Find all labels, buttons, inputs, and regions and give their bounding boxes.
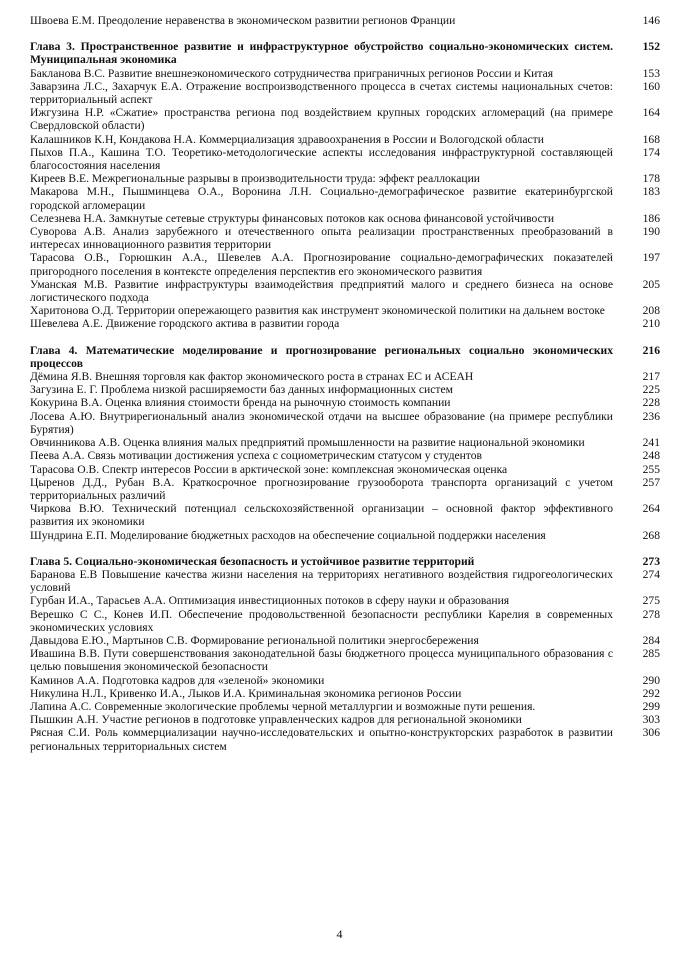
- entry-page-number: 273: [642, 554, 660, 568]
- entry-page-number: 197: [642, 251, 660, 265]
- entry-page-number: 190: [642, 225, 660, 239]
- toc-entry: [30, 608, 660, 634]
- toc-entry: [30, 304, 660, 317]
- toc-entry: [30, 185, 660, 211]
- entry-title: Уманская М.В. Развитие инфраструктуры взаимодействия предприятий малого и среднего бизнеса на основе логистического подхода: [30, 277, 613, 305]
- entry-title: Рясная С.И. Роль коммерциализации научно-исследовательских и опытно-конструкторских разработок в развитии региональных территориальных систем: [30, 726, 613, 753]
- chapter-title: Глава 3. Пространственное развитие и инфраструктурное обустройство социально-экономических систем. Муниципальная экономика: [30, 40, 613, 67]
- entry-page-number: 228: [642, 396, 660, 410]
- entry-title: Ижгузина Н.Р. «Сжатие» пространства региона под воздействием крупных городских агломераций (на примере Свердловской области): [30, 106, 613, 133]
- toc-entry: [30, 146, 660, 172]
- entry-title: Тарасова О.В. Спектр интересов России в арктической зоне: комплексная экономическая оценка: [30, 462, 508, 476]
- entry-title: Макарова М.Н., Пышминцева О.А., Воронина Л.Н. Социально-демографическое развитие екатеринбургской городской агломерации: [30, 185, 613, 212]
- entry-page-number: 285: [642, 647, 660, 661]
- toc-entry: [30, 106, 660, 132]
- entry-title: Гурбан И.А., Тарасьев А.А. Оптимизация инвестиционных потоков в сферу науки и образования: [30, 594, 510, 608]
- entry-page-number: 186: [642, 211, 660, 225]
- toc-entry: [30, 251, 660, 277]
- entry-title: Суворова А.В. Анализ зарубежного и отечественного опыта реализации пространственных преобразований в интересах инновационного развития территории: [30, 225, 613, 252]
- entry-page-number: 216: [642, 343, 660, 357]
- toc-entry: [30, 647, 660, 673]
- entry-page-number: 290: [642, 673, 660, 687]
- entry-title: Киреев В.Е. Межрегиональные разрывы в производительности труда: эффект реаллокации: [30, 172, 481, 186]
- toc-entry: [30, 396, 660, 409]
- entry-page-number: 292: [642, 686, 660, 700]
- entry-title: Цыренов Д.Д., Рубан В.А. Краткосрочное прогнозирование грузооборота транспорта организаций с учетом территориальных различий: [30, 475, 613, 502]
- entry-page-number: 178: [642, 172, 660, 186]
- toc-entry: [30, 674, 660, 687]
- toc-entry: [30, 370, 660, 383]
- entry-page-number: 264: [642, 502, 660, 516]
- toc-entry: [30, 713, 660, 726]
- toc-entry: [30, 67, 660, 80]
- chapter-title: Глава 5. Социально-экономическая безопасность и устойчивое развитие территорий: [30, 554, 475, 568]
- entry-title: Кокурина В.А. Оценка влияния стоимости бренда на рыночную стоимость компании: [30, 396, 451, 410]
- toc-entry: [30, 225, 660, 251]
- entry-title: Пеева А.А. Связь мотивации достижения успеха с социометрическим статусом у студентов: [30, 449, 482, 463]
- entry-page-number: 274: [642, 567, 660, 581]
- entry-page-number: 205: [642, 277, 660, 291]
- entry-page-number: 236: [642, 409, 660, 423]
- entry-page-number: 183: [642, 185, 660, 199]
- entry-title: Дёмина Я.В. Внешняя торговля как фактор экономического роста в странах ЕС и АСЕАН: [30, 370, 474, 384]
- toc-entry: [30, 568, 660, 594]
- entry-page-number: 164: [642, 106, 660, 120]
- entry-page-number: 248: [642, 449, 660, 463]
- chapter-heading: [30, 555, 660, 568]
- chapter-heading: [30, 40, 660, 66]
- toc-entry: [30, 317, 660, 330]
- entry-title: Овчинникова А.В. Оценка влияния малых предприятий промышленности на развитие национальной экономики: [30, 436, 585, 450]
- entry-page-number: 241: [642, 436, 660, 450]
- entry-page-number: 299: [642, 699, 660, 713]
- entry-page-number: 275: [642, 594, 660, 608]
- toc-entry: [30, 529, 660, 542]
- entry-page-number: 257: [642, 475, 660, 489]
- entry-page-number: 278: [642, 607, 660, 621]
- entry-page-number: 255: [642, 462, 660, 476]
- section-gap: [30, 27, 660, 40]
- section-gap: [30, 542, 660, 555]
- entry-title: Лапина А.С. Современные экологические проблемы черной металлургии и возможные пути решения.: [30, 699, 536, 713]
- toc-entry: [30, 172, 660, 185]
- entry-title: Селезнева Н.А. Замкнутые сетевые структуры финансовых потоков как основа финансовой устойчивости: [30, 211, 555, 225]
- section-gap: [30, 331, 660, 344]
- entry-title: Ивашина В.В. Пути совершенствования законодательной базы бюджетного процесса муниципального образования с целью повышения экономической безопасности: [30, 647, 613, 674]
- entry-title: Шундрина Е.П. Моделирование бюджетных расходов на обеспечение социальной поддержки населения: [30, 528, 546, 542]
- entry-title: Верешко С С., Конев И.П. Обеспечение продовольственной безопасности республики Карелия в современных экономических условиях: [30, 607, 613, 634]
- entry-title: Каминов А.А. Подготовка кадров для «зеленой» экономики: [30, 673, 325, 687]
- toc-entry: [30, 410, 660, 436]
- entry-title: Тарасова О.В., Горюшкин А.А., Шевелев А.А. Прогнозирование социально-демографических показателей пригородного поселения в контексте определения перспектив его экономического развития: [30, 251, 613, 278]
- entry-page-number: 268: [642, 528, 660, 542]
- entry-page-number: 225: [642, 383, 660, 397]
- entry-page-number: 306: [642, 726, 660, 740]
- toc-entry: [30, 383, 660, 396]
- entry-page-number: 174: [642, 145, 660, 159]
- toc-entry: [30, 133, 660, 146]
- entry-page-number: 152: [642, 40, 660, 54]
- entry-title: Шевелева А.Е. Движение городского актива в развитии города: [30, 317, 340, 331]
- entry-page-number: 210: [642, 317, 660, 331]
- toc-entry: [30, 80, 660, 106]
- entry-title: Бакланова В.С. Развитие внешнеэкономического сотрудничества приграничных регионов России и Китая: [30, 66, 554, 80]
- toc-entry: [30, 463, 660, 476]
- entry-title: Заварзина Л.С., Захарчук Е.А. Отражение воспроизводственного процесса в счетах системы национальных счетов: территориальный аспект: [30, 79, 613, 107]
- entry-title: Чиркова В.Ю. Технический потенциал сельскохозяйственной организации – основной фактор эффективного развития их экономики: [30, 502, 613, 529]
- entry-title: Баранова Е.В Повышение качества жизни населения на территориях негативного воздействия гидрогеологических условий: [30, 567, 613, 595]
- toc-entry: [30, 278, 660, 304]
- entry-page-number: 303: [642, 713, 660, 727]
- entry-title: Давыдова Е.Ю., Мартынов С.В. Формирование региональной политики энергосбережения: [30, 633, 479, 647]
- entry-page-number: 153: [642, 66, 660, 80]
- toc-entry: [30, 687, 660, 700]
- entry-page-number: 217: [642, 370, 660, 384]
- entry-page-number: 146: [642, 14, 660, 27]
- entry-title: Харитонова О.Д. Территории опережающего развития как инструмент экономической политики на дальнем востоке: [30, 304, 605, 318]
- entry-page-number: 284: [642, 633, 660, 647]
- chapter-heading: [30, 344, 660, 370]
- toc-entry: [30, 436, 660, 449]
- toc-entry: [30, 449, 660, 462]
- entry-page-number: 208: [642, 304, 660, 318]
- toc-entry: [30, 212, 660, 225]
- entry-title: Никулина Н.Л., Кривенко И.А., Лыков И.А. Криминальная экономика регионов России: [30, 686, 462, 700]
- entry-page-number: 168: [642, 132, 660, 146]
- toc-entry: [30, 502, 660, 528]
- toc-entry: [30, 634, 660, 647]
- entry-title: Пышкин А.Н. Участие регионов в подготовке управленческих кадров для региональной экономики: [30, 713, 522, 727]
- toc-entry: [30, 726, 660, 752]
- entry-title: Швоева Е.М. Преодоление неравенства в экономическом развитии регионов Франции: [30, 14, 456, 27]
- page-number: 4: [336, 927, 343, 941]
- entry-title: Лосева А.Ю. Внутрирегиональный анализ экономической отдачи на высшее образование (на примере республики Бурятия): [30, 409, 613, 436]
- entry-title: Пыхов П.А., Кашина Т.О. Теоретико-методологические аспекты исследования инфраструктурной составляющей благосостояния населения: [30, 145, 613, 173]
- entry-page-number: 160: [642, 79, 660, 93]
- toc-entry: [30, 700, 660, 713]
- toc-entry: [30, 14, 660, 27]
- entry-title: Загузина Е. Г. Проблема низкой расширяемости баз данных информационных систем: [30, 383, 453, 397]
- table-of-contents: [30, 14, 660, 753]
- toc-entry: [30, 476, 660, 502]
- chapter-title: Глава 4. Математические моделирование и прогнозирование региональных социально экономических процессов: [30, 343, 613, 370]
- entry-title: Калашников К.Н, Кондакова Н.А. Коммерциализация здравоохранения в России и Вологодской области: [30, 132, 544, 146]
- toc-entry: [30, 594, 660, 607]
